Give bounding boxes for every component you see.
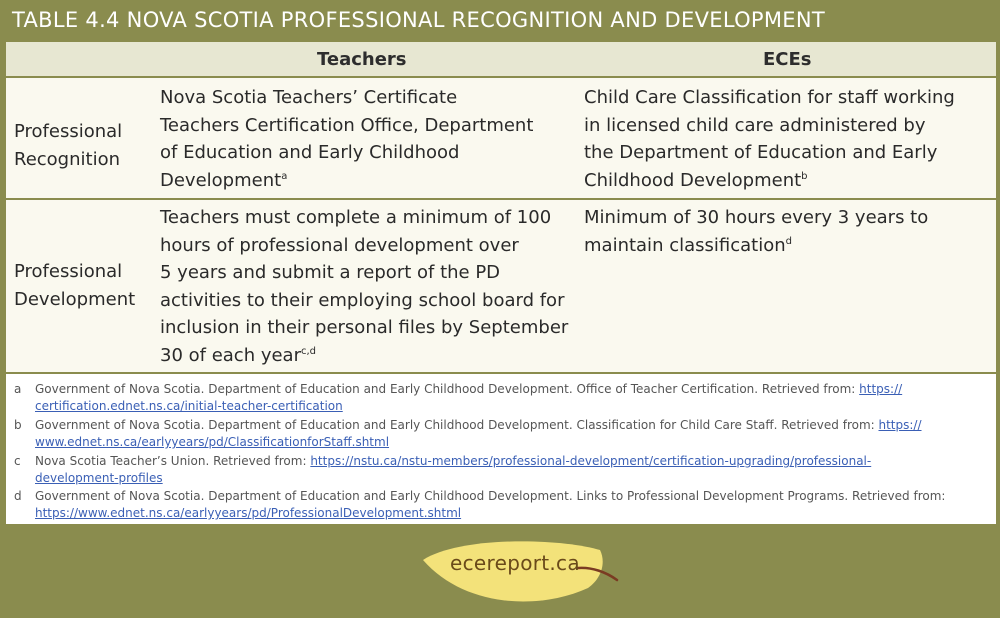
footnote-link[interactable]: https://nstu.ca/nstu-members/professional-development/certification-upgrading/professional- [310, 454, 872, 468]
footnote-ref: b [801, 170, 808, 182]
teachers-recognition-cell: Nova Scotia Teachers’ Certificate Teachers Certification Office, Department of Education and Early Childhood Development$^a$ [160, 87, 534, 191]
column-header-eces: ECEs [763, 49, 812, 70]
table-header-row [6, 42, 996, 78]
eces-development-cell: Minimum of 30 hours every 3 years to maintain classification$^d$ [584, 207, 929, 256]
footnote-link[interactable]: www.ednet.ns.ca/earlyyears/pd/ClassificationforStaff.shtml [35, 435, 390, 449]
footnotes: a Government of Nova Scotia. Department of Education and Early Childhood Development. Office of Teacher Certification. Retrieved from: https:// certification.ednet.ns.ca/initial-teacher-certification b Government of Nova Scotia. Department of Education and Early Childhood Development. Classification for Child Care Staff. Retrieved from: https:// www.ednet.ns.ca/earlyyears/pd/ClassificationforStaff.shtml c Nova Scotia Teacher’s Union. Retrieved from: https://nstu.ca/nstu-members/professional-development/certification-upgrading/professional- development-profiles d Government of Nova Scotia. Department of Education and Early Childhood Development. Links to Professional Development Programs. Retrieved from: https://www.ednet.ns.ca/earlyyears/pd/ProfessionalDevelopment.shtml [6, 374, 996, 524]
table-row-professional-recognition [6, 78, 996, 200]
logo-text: ecereport.ca [450, 551, 580, 575]
table-row-professional-development [6, 200, 996, 372]
footnote-link[interactable]: https:// [878, 418, 922, 432]
footnote-ref: c,d [301, 345, 317, 357]
footnote-link[interactable]: development-profiles [35, 471, 163, 485]
footnote-ref: a [281, 170, 288, 182]
footnote-link[interactable]: certification.ednet.ns.ca/initial-teacher-certification [35, 399, 343, 413]
footnote-link[interactable]: https:// [859, 382, 903, 396]
footnote-link[interactable]: https://www.ednet.ns.ca/earlyyears/pd/ProfessionalDevelopment.shtml [35, 506, 462, 520]
comparison-table [6, 42, 996, 372]
row-label-cell: Professional Development [14, 261, 136, 310]
teachers-development-cell: Teachers must complete a minimum of 100 hours of professional development over 5 years and submit a report of the PD activities to their employing school board for inclusion in their personal files by September 30 of each year$^{c,d}$ [160, 207, 569, 366]
row-label-cell: Professional Recognition [14, 121, 123, 170]
footnote-ref: d [785, 235, 792, 247]
eces-recognition-cell: Child Care Classification for staff working in licensed child care administered by the Department of Education and Early Childhood Development$^b$ [584, 87, 955, 191]
column-header-teachers: Teachers [317, 49, 407, 70]
table-title: TABLE 4.4 NOVA SCOTIA PROFESSIONAL RECOGNITION AND DEVELOPMENT [12, 8, 825, 32]
